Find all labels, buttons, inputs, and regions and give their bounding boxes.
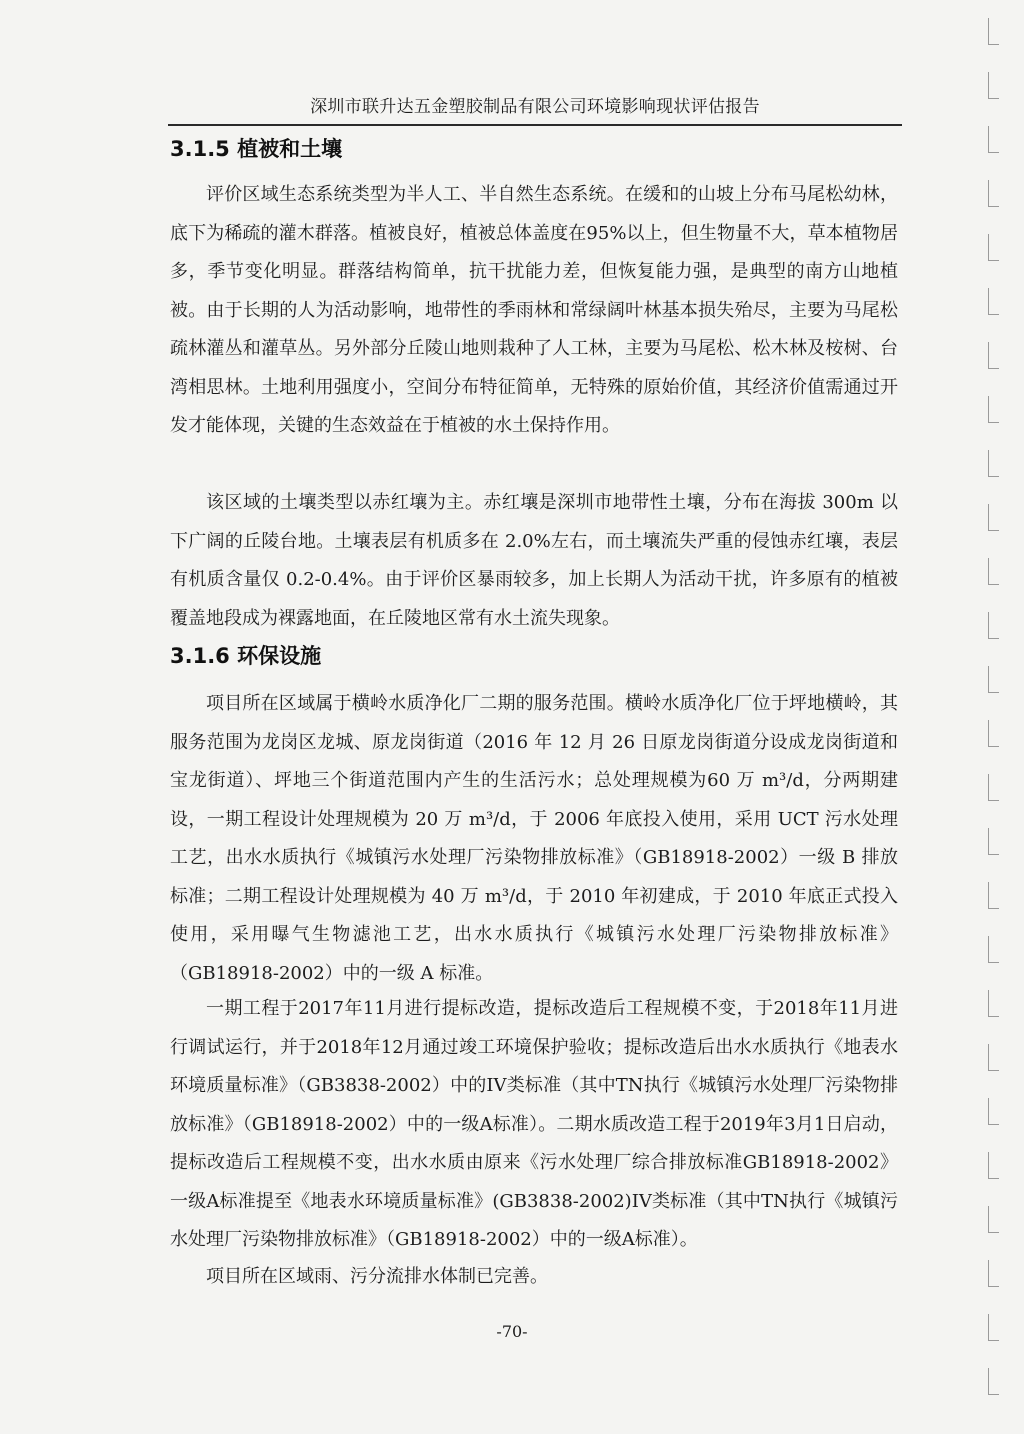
binding-mark	[988, 126, 999, 153]
binding-mark	[988, 882, 999, 909]
binding-mark	[988, 558, 999, 585]
binding-mark	[988, 504, 999, 531]
binding-mark	[988, 450, 999, 477]
binding-mark	[988, 1206, 999, 1233]
binding-mark	[988, 342, 999, 369]
binding-mark	[988, 396, 999, 423]
binding-mark	[988, 180, 999, 207]
binding-mark	[988, 1152, 999, 1179]
binding-mark	[988, 18, 999, 45]
binding-mark	[988, 1314, 999, 1341]
binding-mark	[988, 936, 999, 963]
paragraph-wastewater-plant: 项目所在区域属于横岭水质净化厂二期的服务范围。横岭水质净化厂位于坪地横岭，其服务范围为龙岗区龙城、原龙岗街道（2016 年 12 月 26 日原龙岗街道分设成龙岗街道和宝龙街道）、坪地三个街道范围内产生的生活污水；总处理规模为60 万 m³/d，分两期建设，一期工程设计处理规模为 20 万 m³/d，于 2006 年底投入使用，采用 UCT 污水处理工艺，出水水质执行《城镇污水处理厂污染物排放标准》（GB18918-2002）一级 B 排放标准；二期工程设计处理规模为 40 万 m³/d，于 2010 年初建成，于 2010 年底正式投入使用，采用曝气生物滤池工艺，出水水质执行《城镇污水处理厂污染物排放标准》（GB18918-2002）中的一级 A 标准。	[170, 693, 898, 984]
binding-mark	[988, 828, 999, 855]
binding-mark	[988, 1260, 999, 1287]
binding-mark	[988, 666, 999, 693]
page-number: -70-	[496, 1322, 528, 1341]
header-rule	[168, 124, 902, 126]
paragraph-drainage: 项目所在区域雨、污分流排水体制已完善。	[206, 1266, 548, 1287]
binding-mark	[988, 234, 999, 261]
running-header: 深圳市联升达五金塑胶制品有限公司环境影响现状评估报告	[310, 97, 760, 117]
binding-mark	[988, 774, 999, 801]
binding-mark	[988, 72, 999, 99]
binding-mark	[988, 1044, 999, 1071]
binding-mark	[988, 720, 999, 747]
paragraph-upgrade: 一期工程于2017年11月进行提标改造，提标改造后工程规模不变，于2018年11月进行调试运行，并于2018年12月通过竣工环境保护验收；提标改造后出水水质执行《地表水环境质量标准》（GB3838-2002）中的IV类标准（其中TN执行《城镇污水处理厂污染物排放标准》（GB18918-2002）中的一级A标准）。二期水质改造工程于2019年3月1日启动，提标改造后工程规模不变，出水水质由原来《污水处理厂综合排放标准GB18918-2002》一级A标准提至《地表水环境质量标准》(GB3838-2002)IV类标准（其中TN执行《城镇污水处理厂污染物排放标准》（GB18918-2002）中的一级A标准）。	[170, 998, 898, 1250]
section-heading-3-1-5: 3.1.5 植被和土壤	[170, 137, 343, 161]
binding-mark	[988, 1098, 999, 1125]
binding-mark	[988, 1368, 999, 1395]
binding-edge	[988, 0, 1002, 1434]
paragraph-soil: 该区域的土壤类型以赤红壤为主。赤红壤是深圳市地带性土壤，分布在海拔 300m 以下广阔的丘陵台地。土壤表层有机质多在 2.0%左右，而土壤流失严重的侵蚀赤红壤，表层有机质含量仅 0.2-0.4%。由于评价区暴雨较多，加上长期人为活动干扰，许多原有的植被覆盖地段成为裸露地面，在丘陵地区常有水土流失现象。	[170, 492, 898, 629]
binding-mark	[988, 612, 999, 639]
paragraph-vegetation: 评价区域生态系统类型为半人工、半自然生态系统。在缓和的山坡上分布马尾松幼林，底下为稀疏的灌木群落。植被良好，植被总体盖度在95%以上，但生物量不大，草本植物居多，季节变化明显。群落结构简单，抗干扰能力差，但恢复能力强，是典型的南方山地植被。由于长期的人为活动影响，地带性的季雨林和常绿阔叶林基本损失殆尽，主要为马尾松疏林灌丛和灌草丛。另外部分丘陵山地则栽种了人工林，主要为马尾松、松木林及桉树、台湾相思林。土地利用强度小，空间分布特征简单，无特殊的原始价值，其经济价值需通过开发才能体现，关键的生态效益在于植被的水土保持作用。	[170, 184, 898, 436]
binding-mark	[988, 990, 999, 1017]
binding-mark	[988, 288, 999, 315]
section-heading-3-1-6: 3.1.6 环保设施	[170, 644, 322, 668]
